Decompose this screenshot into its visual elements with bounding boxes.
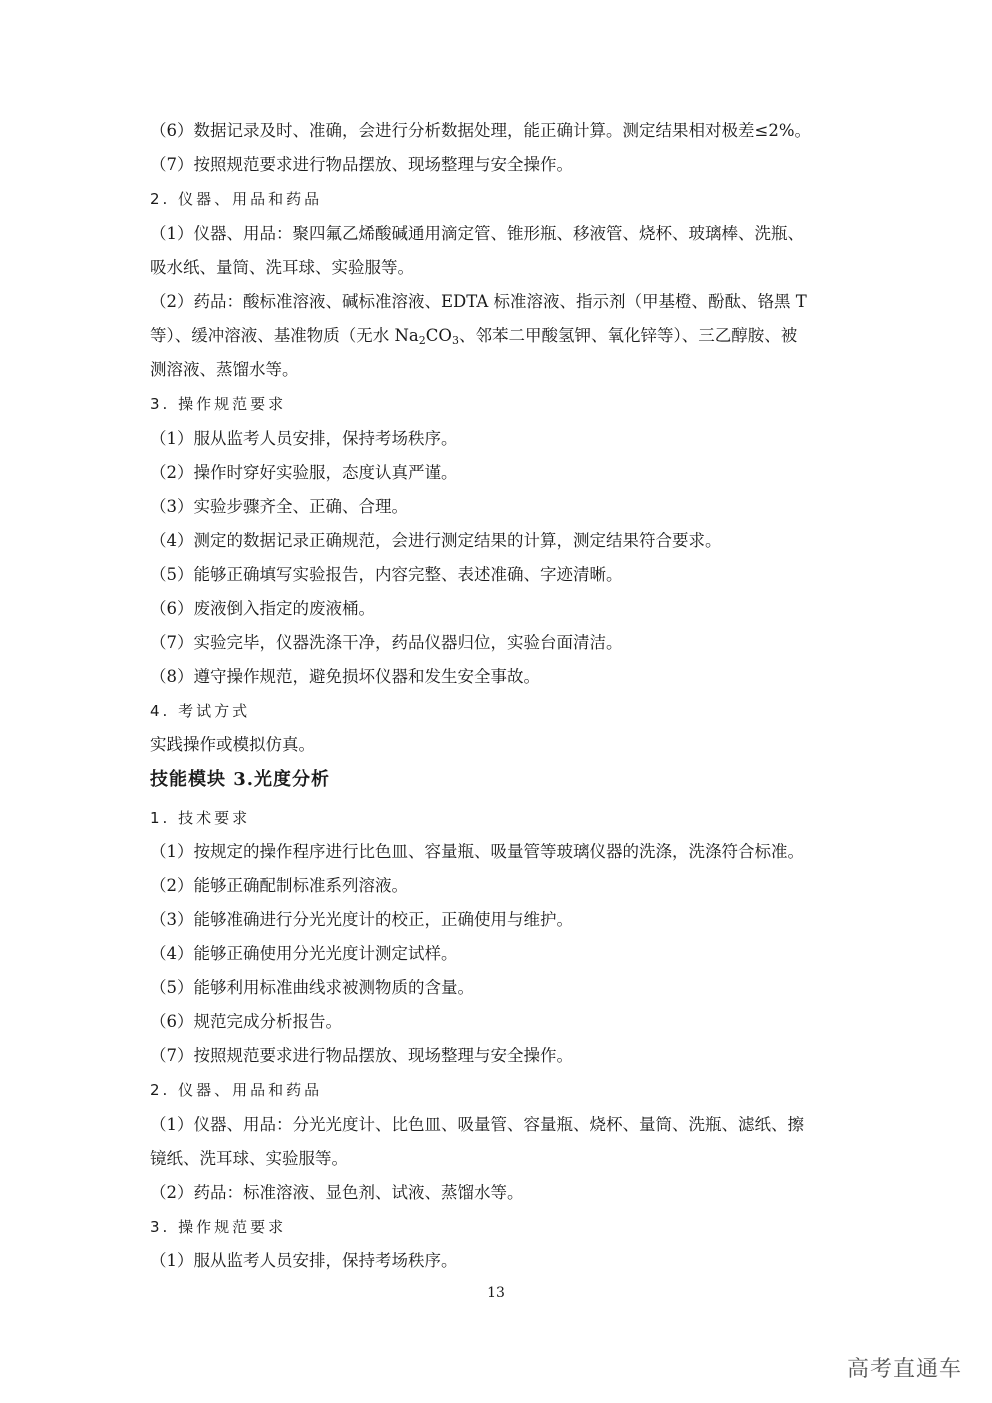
section-heading: 3. 操作规范要求: [150, 1218, 287, 1236]
text-line: （1）服从监考人员安排，保持考场秩序。: [150, 429, 458, 448]
text-line: （1）仪器、用品：聚四氟乙烯酸碱通用滴定管、锥形瓶、移液管、烧杯、玻璃棒、洗瓶、: [150, 224, 804, 243]
text-line: 吸水纸、量筒、洗耳球、实验服等。: [150, 258, 414, 277]
text-line: （3）实验步骤齐全、正确、合理。: [150, 497, 408, 516]
text-line: （7）按照规范要求进行物品摆放、现场整理与安全操作。: [150, 155, 573, 174]
text-line: （2）药品：标准溶液、显色剂、试液、蒸馏水等。: [150, 1183, 524, 1202]
section-heading: 4. 考试方式: [150, 702, 251, 720]
section-heading: 3. 操作规范要求: [150, 395, 287, 413]
text-line: （7）按照规范要求进行物品摆放、现场整理与安全操作。: [150, 1046, 573, 1065]
text-line: （2）操作时穿好实验服，态度认真严谨。: [150, 463, 458, 482]
text-line: （6）规范完成分析报告。: [150, 1012, 342, 1031]
section-heading: 2. 仪器、用品和药品: [150, 1081, 323, 1099]
text-line: （6）废液倒入指定的废液桶。: [150, 599, 375, 618]
text-line: （2）能够正确配制标准系列溶液。: [150, 876, 408, 895]
section-heading: 1. 技术要求: [150, 809, 251, 827]
text-line: （1）仪器、用品：分光光度计、比色皿、吸量管、容量瓶、烧杯、量筒、洗瓶、滤纸、擦: [150, 1115, 804, 1134]
text-line: （7）实验完毕，仪器洗涤干净，药品仪器归位，实验台面清洁。: [150, 633, 623, 652]
text-line: （1）服从监考人员安排，保持考场秩序。: [150, 1251, 458, 1270]
text-line: （4）测定的数据记录正确规范，会进行测定结果的计算，测定结果符合要求。: [150, 531, 722, 550]
text-line: （3）能够准确进行分光光度计的校正，正确使用与维护。: [150, 910, 573, 929]
text-line: （5）能够正确填写实验报告，内容完整、表述准确、字迹清晰。: [150, 565, 623, 584]
page-number: 13: [487, 1285, 505, 1301]
text-line: 镜纸、洗耳球、实验服等。: [150, 1149, 348, 1168]
text-line: （4）能够正确使用分光光度计测定试样。: [150, 944, 458, 963]
section-heading: 2. 仪器、用品和药品: [150, 190, 323, 208]
watermark: 高考直通车: [846, 1357, 962, 1382]
text-line: （6）数据记录及时、准确，会进行分析数据处理，能正确计算。测定结果相对极差≤2%。: [150, 121, 811, 140]
text-line: （8）遵守操作规范，避免损坏仪器和发生安全事故。: [150, 667, 540, 686]
text-line: 实践操作或模拟仿真。: [150, 735, 315, 754]
module-heading: 技能模块 3.光度分析: [150, 769, 331, 790]
text-line: （2）药品：酸标准溶液、碱标准溶液、EDTA 标准溶液、指示剂（甲基橙、酚酞、铬黑 T: [150, 292, 807, 311]
text-line: 测溶液、蒸馏水等。: [150, 360, 299, 379]
text-line: （5）能够利用标准曲线求被测物质的含量。: [150, 978, 474, 997]
text-line: （1）按规定的操作程序进行比色皿、容量瓶、吸量管等玻璃仪器的洗涤，洗涤符合标准。: [150, 842, 804, 861]
text-line: 等）、缓冲溶液、基准物质（无水 $Na_2CO_3$、邻苯二甲酸氢钾、氧化锌等）、三乙醇胺、被: [150, 326, 798, 347]
